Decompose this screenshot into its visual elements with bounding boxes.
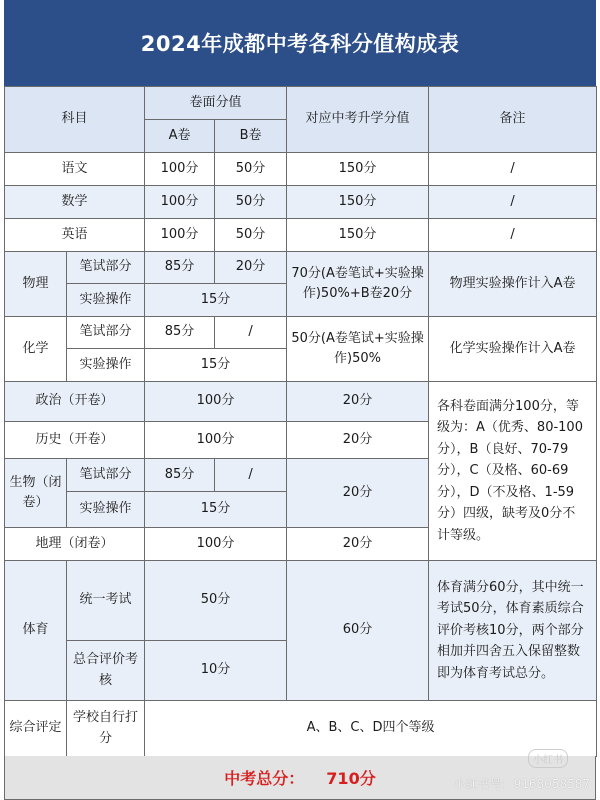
subject-geography: 地理（闭卷） [5,528,145,561]
header-row [5,87,597,120]
chinese-score: 150分 [287,153,429,186]
subject-history: 历史（开卷） [5,422,145,459]
comprehensive-sub: 学校自行打分 [67,701,145,757]
pe-score: 60分 [287,561,429,701]
physics-b: 20分 [215,252,287,284]
chemistry-lab-label: 实验操作 [67,349,145,382]
table-row-politics [5,382,597,422]
chemistry-lab-score: 15分 [145,349,287,382]
chemistry-a: 85分 [145,317,215,349]
table-row-physics-written [5,252,597,284]
watermark-badge: 小红书 [528,749,568,768]
math-remark: / [429,186,597,219]
header-paper-score: 卷面分值 [145,87,287,120]
english-remark: / [429,219,597,252]
physics-score: 70分(A卷笔试+实验操作)50%+B卷20分 [287,252,429,317]
pe-unified-score: 50分 [145,561,287,641]
english-score: 150分 [287,219,429,252]
page-title: 2024年成都中考各科分值构成表 [4,0,596,86]
pe-remark: 体育满分60分，其中统一考试50分，体育素质综合评价考核10分，两个部分相加并四舍五入保留整数即为体育考试总分。 [429,561,597,701]
math-b: 50分 [215,186,287,219]
subject-politics: 政治（开卷） [5,382,145,422]
math-score: 150分 [287,186,429,219]
chinese-a: 100分 [145,153,215,186]
grade-note: 各科卷面满分100分，等级为：A（优秀、80-100分），B（良好、70-79分），C（及格、60-69分），D（不及格、1-59分）四级，缺考及0分不计等级。 [429,382,597,561]
chinese-remark: / [429,153,597,186]
subject-math: 数学 [5,186,145,219]
total-value: 710分 [326,769,376,788]
watermark-text: 小红书号：9168058587 [453,777,590,791]
chemistry-remark: 化学实验操作计入A卷 [429,317,597,382]
header-subject: 科目 [5,87,145,153]
geography-score: 20分 [287,528,429,561]
comprehensive-value: A、B、C、D四个等级 [145,701,597,757]
subject-chinese: 语文 [5,153,145,186]
biology-written-label: 笔试部分 [67,459,145,492]
physics-lab-score: 15分 [145,284,287,317]
biology-score: 20分 [287,459,429,528]
chemistry-written-label: 笔试部分 [67,317,145,349]
math-a: 100分 [145,186,215,219]
chinese-b: 50分 [215,153,287,186]
english-b: 50分 [215,219,287,252]
geography-total: 100分 [145,528,287,561]
physics-lab-label: 实验操作 [67,284,145,317]
subject-english: 英语 [5,219,145,252]
history-score: 20分 [287,422,429,459]
subject-physics: 物理 [5,252,67,317]
chemistry-score: 50分(A卷笔试+实验操作)50% [287,317,429,382]
subject-chemistry: 化学 [5,317,67,382]
subject-biology: 生物（闭卷） [5,459,67,528]
total-label: 中考总分： [224,769,305,788]
pe-unified-label: 统一考试 [67,561,145,641]
physics-remark: 物理实验操作计入A卷 [429,252,597,317]
biology-a: 85分 [145,459,215,492]
table-row-chinese [5,153,597,186]
table-row-pe-unified [5,561,597,641]
pe-eval-score: 10分 [145,641,287,701]
pe-eval-label: 总合评价考核 [67,641,145,701]
biology-lab-label: 实验操作 [67,492,145,528]
biology-b: / [215,459,287,492]
score-table-card [4,0,596,800]
header-remark: 备注 [429,87,597,153]
chemistry-b: / [215,317,287,349]
header-a: A卷 [145,120,215,153]
table-row-chemistry-written [5,317,597,349]
header-b: B卷 [215,120,287,153]
politics-total: 100分 [145,382,287,422]
subject-comprehensive: 综合评定 [5,701,67,757]
subject-pe: 体育 [5,561,67,701]
english-a: 100分 [145,219,215,252]
biology-lab-score: 15分 [145,492,287,528]
history-total: 100分 [145,422,287,459]
table-row-comprehensive [5,701,597,757]
score-table [4,86,597,757]
header-corresponding: 对应中考升学分值 [287,87,429,153]
politics-score: 20分 [287,382,429,422]
table-row-math [5,186,597,219]
table-row-english [5,219,597,252]
physics-written-label: 笔试部分 [67,252,145,284]
physics-a: 85分 [145,252,215,284]
